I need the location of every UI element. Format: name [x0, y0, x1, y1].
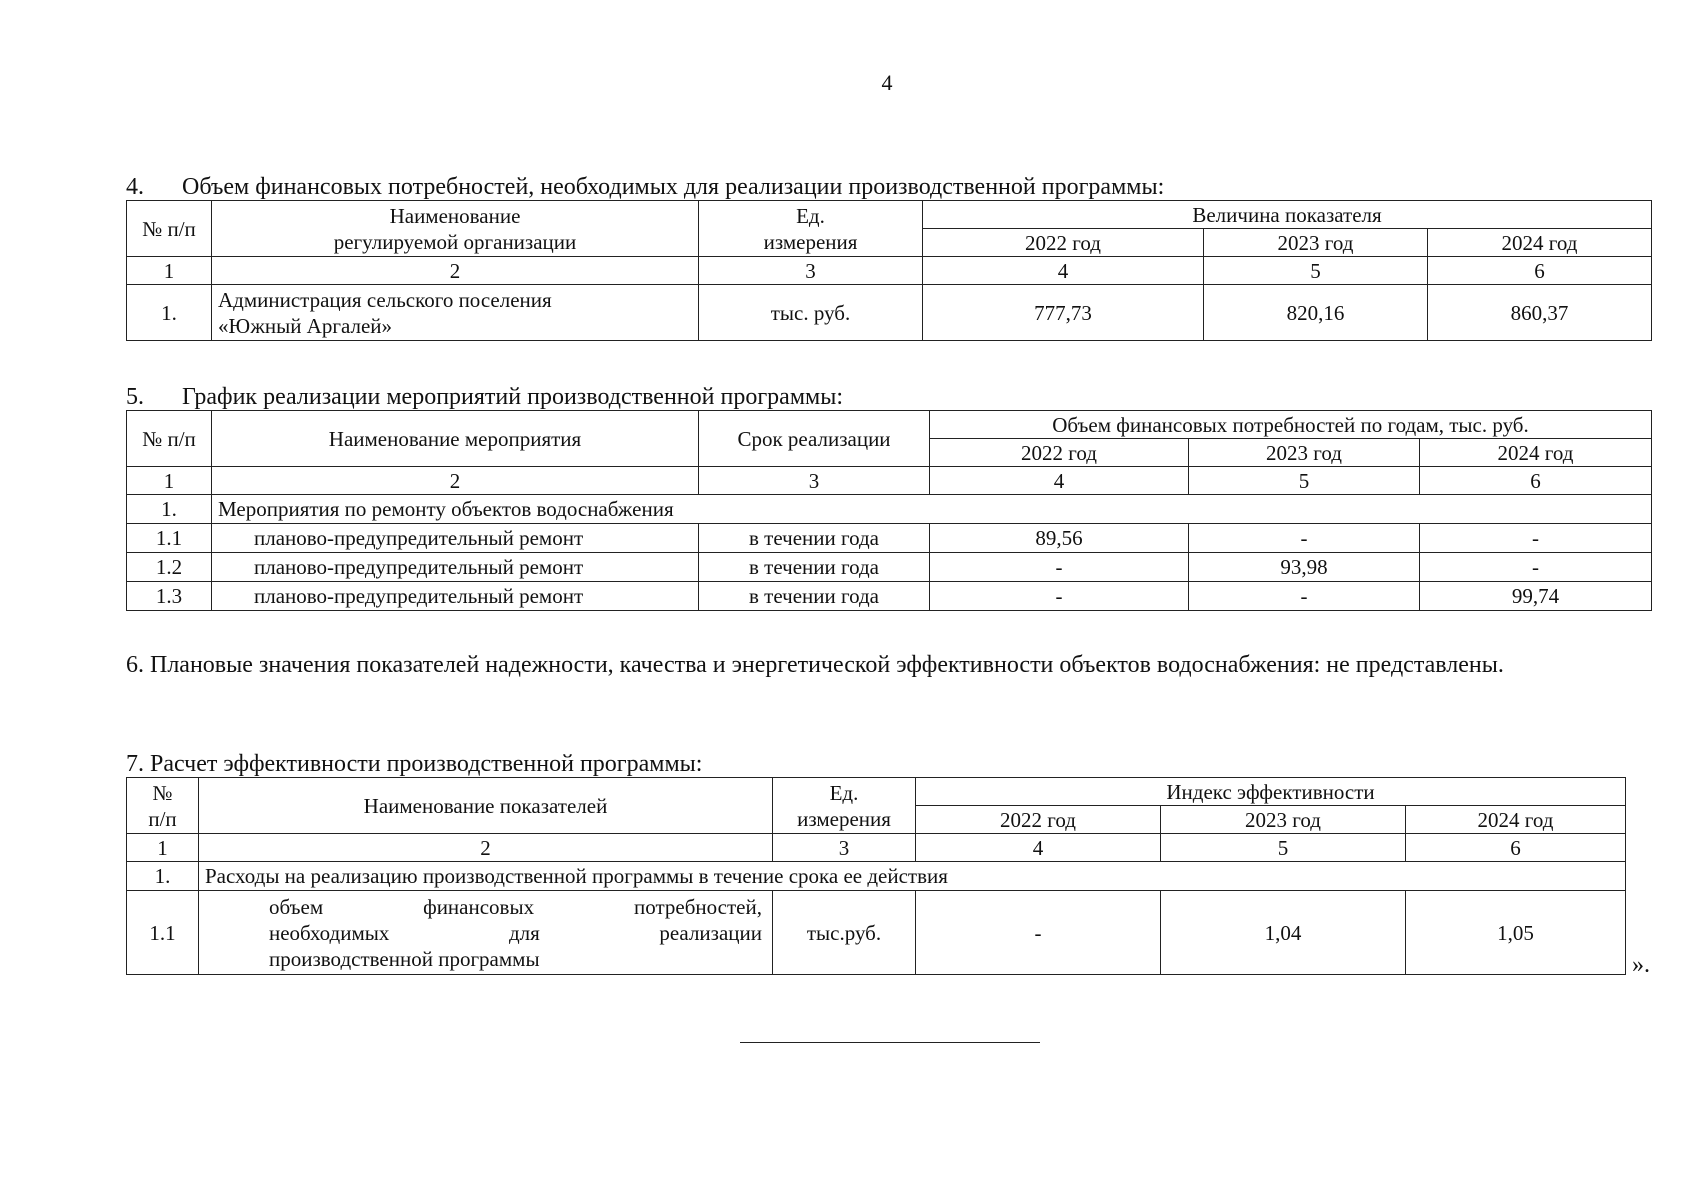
row-activity: планово-предупредительный ремонт	[212, 582, 699, 611]
table-header-row	[127, 411, 1652, 439]
row-org-name	[212, 285, 699, 341]
section-4-title: Объем финансовых потребностей, необходимых для реализации производственной программы:	[182, 174, 1165, 200]
section-4-heading	[126, 174, 1164, 200]
row-value-2023: -	[1189, 524, 1420, 553]
header-2022: 2022 год	[930, 439, 1189, 467]
colnum: 3	[773, 834, 916, 862]
header-unit	[699, 201, 923, 257]
row-unit: тыс.руб.	[773, 891, 916, 975]
row-unit: тыс. руб.	[699, 285, 923, 341]
row-num: 1.1	[127, 891, 199, 975]
colnum: 4	[930, 467, 1189, 495]
header-2023: 2023 год	[1189, 439, 1420, 467]
group-name: Расходы на реализацию производственной программы в течение срока ее действия	[199, 862, 1626, 891]
header-num-line2: п/п	[148, 806, 177, 831]
colnum: 2	[199, 834, 773, 862]
section-5-title: График реализации мероприятий производственной программы:	[182, 384, 843, 410]
header-num	[127, 778, 199, 834]
header-2024: 2024 год	[1428, 229, 1652, 257]
row-num: 1.3	[127, 582, 212, 611]
section-5-heading	[126, 384, 843, 410]
header-unit-line2: измерения	[797, 806, 891, 831]
row-org-name-line1: Администрация сельского поселения	[218, 287, 552, 312]
group-row	[127, 862, 1626, 891]
colnum: 1	[127, 834, 199, 862]
colnum: 4	[923, 257, 1204, 285]
row-value-2022: 777,73	[923, 285, 1204, 341]
header-org-name-line2: регулируемой организации	[333, 229, 577, 254]
row-indicator-name-line1: объем финансовых потребностей,	[269, 894, 762, 919]
table-row	[127, 524, 1652, 553]
row-term: в течении года	[699, 582, 930, 611]
closing-quote: ».	[1632, 952, 1650, 978]
row-value-2022: -	[930, 582, 1189, 611]
header-term: Срок реализации	[699, 411, 930, 467]
row-value-2024: -	[1420, 553, 1652, 582]
group-num: 1.	[127, 862, 199, 891]
row-org-name-line2: «Южный Аргалей»	[218, 313, 393, 338]
table-header-row	[127, 778, 1626, 806]
header-2023: 2023 год	[1204, 229, 1428, 257]
row-value-2023: 820,16	[1204, 285, 1428, 341]
row-activity: планово-предупредительный ремонт	[212, 553, 699, 582]
header-2022: 2022 год	[923, 229, 1204, 257]
header-activity-name: Наименование мероприятия	[212, 411, 699, 467]
colnum: 6	[1428, 257, 1652, 285]
row-activity: планово-предупредительный ремонт	[212, 524, 699, 553]
financial-needs-table	[126, 200, 1652, 341]
group-num: 1.	[127, 495, 212, 524]
colnum: 3	[699, 257, 923, 285]
colnum: 6	[1406, 834, 1626, 862]
colnum: 4	[916, 834, 1161, 862]
header-num-line1: №	[152, 780, 173, 805]
column-number-row	[127, 467, 1652, 495]
colnum: 5	[1189, 467, 1420, 495]
header-2023: 2023 год	[1161, 806, 1406, 834]
colnum: 1	[127, 467, 212, 495]
table-row	[127, 285, 1652, 341]
header-indicator-name: Наименование показателей	[199, 778, 773, 834]
table-row	[127, 582, 1652, 611]
header-unit-line1: Ед.	[796, 203, 825, 228]
header-org-name-line1: Наименование	[389, 203, 521, 228]
row-indicator-name	[199, 891, 773, 975]
row-term: в течении года	[699, 553, 930, 582]
colnum: 3	[699, 467, 930, 495]
row-value-2022: -	[930, 553, 1189, 582]
header-num: № п/п	[127, 201, 212, 257]
row-indicator-name-line2: необходимых для реализации	[269, 920, 762, 945]
table-row	[127, 891, 1626, 975]
group-row	[127, 495, 1652, 524]
page-number: 4	[881, 70, 893, 95]
efficiency-table	[126, 777, 1626, 975]
table-row	[127, 553, 1652, 582]
header-2024: 2024 год	[1420, 439, 1652, 467]
row-num: 1.1	[127, 524, 212, 553]
group-name: Мероприятия по ремонту объектов водоснабжения	[212, 495, 1652, 524]
colnum: 2	[212, 257, 699, 285]
row-value-2024: -	[1420, 524, 1652, 553]
row-value-2024: 1,05	[1406, 891, 1626, 975]
header-index: Индекс эффективности	[916, 778, 1626, 806]
column-number-row	[127, 257, 1652, 285]
row-value-2024: 99,74	[1420, 582, 1652, 611]
row-num: 1.2	[127, 553, 212, 582]
header-num: № п/п	[127, 411, 212, 467]
section-6-paragraph: 6. Плановые значения показателей надежности, качества и энергетической эффективности объектов водоснабжения: не представлены.	[126, 652, 1504, 678]
header-2022: 2022 год	[916, 806, 1161, 834]
header-2024: 2024 год	[1406, 806, 1626, 834]
header-volume: Объем финансовых потребностей по годам, тыс. руб.	[930, 411, 1652, 439]
row-value-2023: 93,98	[1189, 553, 1420, 582]
header-org-name	[212, 201, 699, 257]
row-value-2023: -	[1189, 582, 1420, 611]
end-divider	[740, 1042, 1040, 1043]
colnum: 1	[127, 257, 212, 285]
header-value: Величина показателя	[923, 201, 1652, 229]
colnum: 5	[1204, 257, 1428, 285]
row-value-2022: -	[916, 891, 1161, 975]
table-header-row	[127, 201, 1652, 229]
row-term: в течении года	[699, 524, 930, 553]
row-value-2023: 1,04	[1161, 891, 1406, 975]
colnum: 2	[212, 467, 699, 495]
row-value-2022: 89,56	[930, 524, 1189, 553]
section-4-number: 4.	[126, 174, 144, 200]
header-unit-line1: Ед.	[829, 780, 859, 805]
colnum: 5	[1161, 834, 1406, 862]
colnum: 6	[1420, 467, 1652, 495]
section-7-heading: 7. Расчет эффективности производственной программы:	[126, 751, 703, 777]
schedule-table	[126, 410, 1652, 611]
row-indicator-name-line3: производственной программы	[269, 946, 540, 971]
row-num: 1.	[127, 285, 212, 341]
row-value-2024: 860,37	[1428, 285, 1652, 341]
header-unit	[773, 778, 916, 834]
section-5-number: 5.	[126, 384, 144, 410]
column-number-row	[127, 834, 1626, 862]
header-unit-line2: измерения	[763, 229, 858, 254]
